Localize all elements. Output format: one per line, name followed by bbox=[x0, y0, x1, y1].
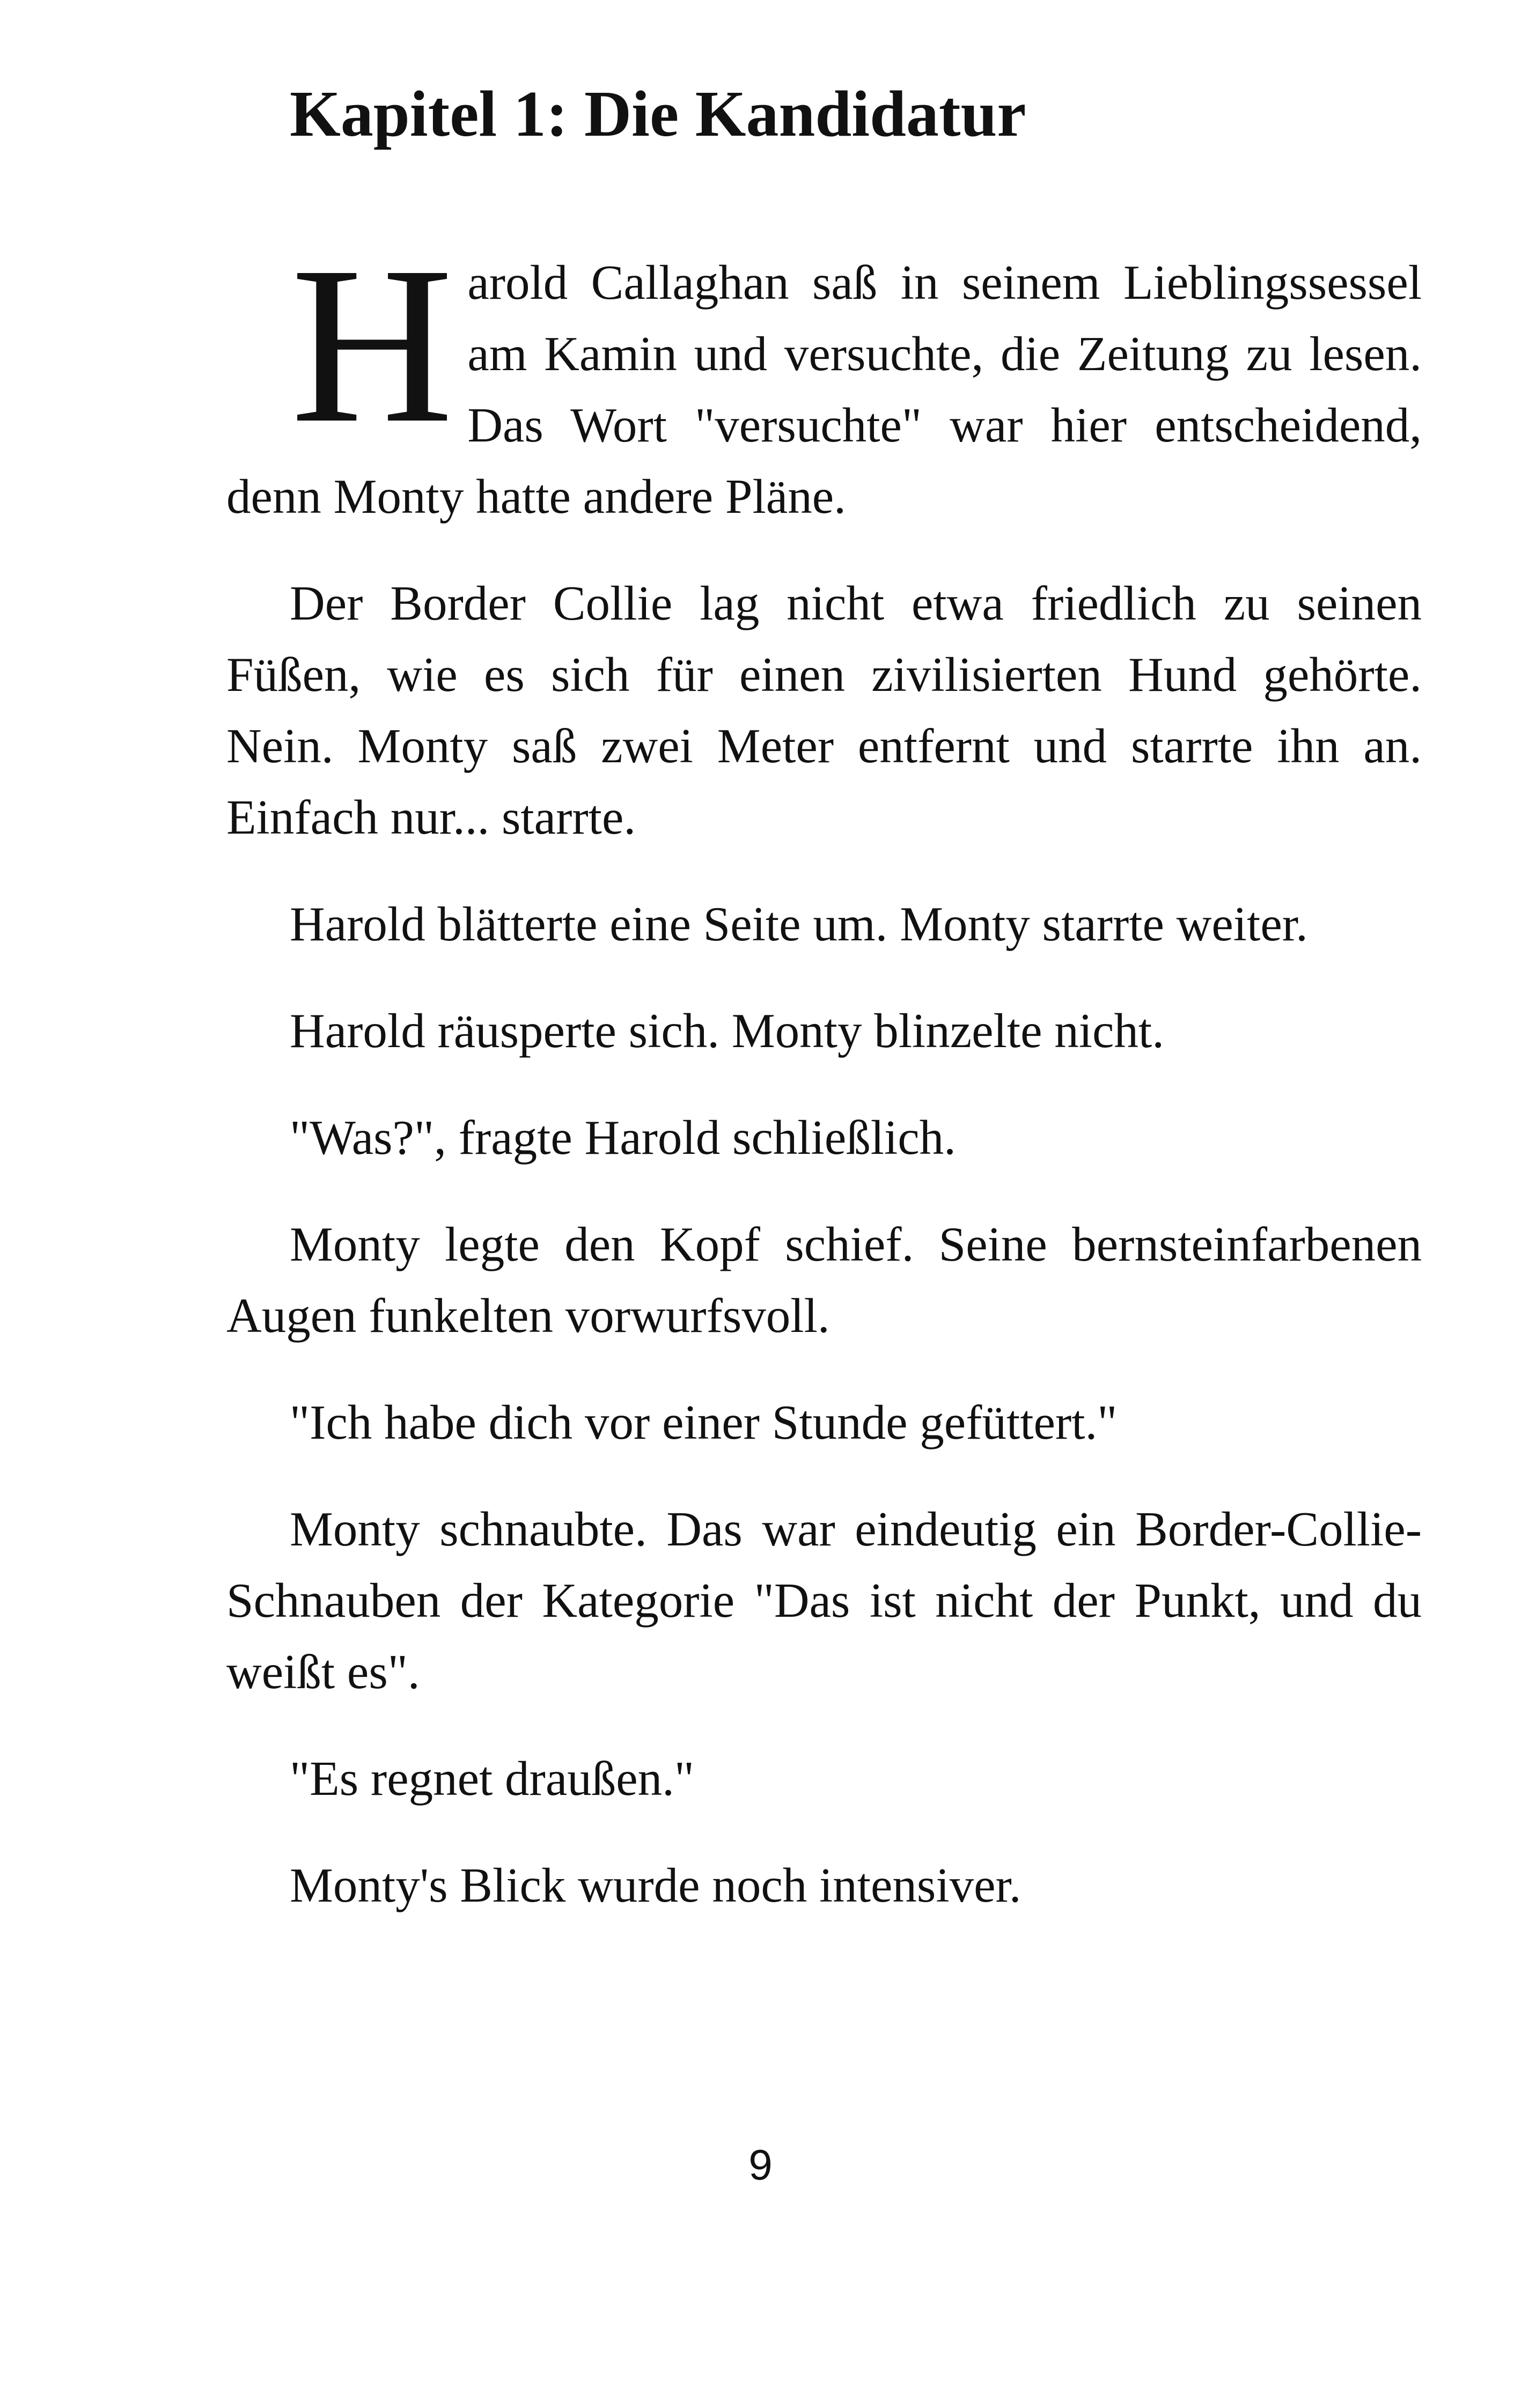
paragraph-7: "Ich habe dich vor einer Stunde gefüttert." bbox=[290, 1395, 1118, 1449]
chapter-body bbox=[226, 220, 1422, 1956]
paragraph-9: "Es regnet draußen." bbox=[290, 1751, 694, 1806]
paragraph-8: Monty schnaubte. Das war eindeutig ein Border-Collie-Schnauben der Kategorie "Das ist nicht der Punkt, und du weißt es". bbox=[226, 1502, 1422, 1699]
drop-cap: H bbox=[291, 220, 454, 469]
paragraph-5: "Was?", fragte Harold schließlich. bbox=[290, 1110, 956, 1165]
chapter-title: Kapitel 1: Die Kandidatur bbox=[290, 78, 1026, 150]
paragraph-1 bbox=[226, 220, 1422, 532]
paragraph-6: Monty legte den Kopf schief. Seine bernsteinfarbenen Augen funkelten vorwurfsvoll. bbox=[226, 1217, 1422, 1343]
paragraph-3: Harold blätterte eine Seite um. Monty starrte weiter. bbox=[290, 897, 1308, 951]
paragraph-2: Der Border Collie lag nicht etwa friedlich zu seinen Füßen, wie es sich für einen zivilisierten Hund gehörte. Nein. Monty saß zwei Meter entfernt und starrte ihn an. Einfach nur... starrte. bbox=[226, 576, 1422, 844]
paragraph-10: Monty's Blick wurde noch intensiver. bbox=[290, 1858, 1022, 1912]
page-number: 9 bbox=[748, 2141, 773, 2189]
paragraph-text: arold Callaghan saß in seinem Lieblingssessel am Kamin und versuchte, die Zeitung zu lesen. Das Wort "versuchte" war hier entscheidend, denn Monty hatte andere Pläne. bbox=[226, 255, 1422, 524]
paragraph-4: Harold räusperte sich. Monty blinzelte nicht. bbox=[290, 1004, 1164, 1058]
